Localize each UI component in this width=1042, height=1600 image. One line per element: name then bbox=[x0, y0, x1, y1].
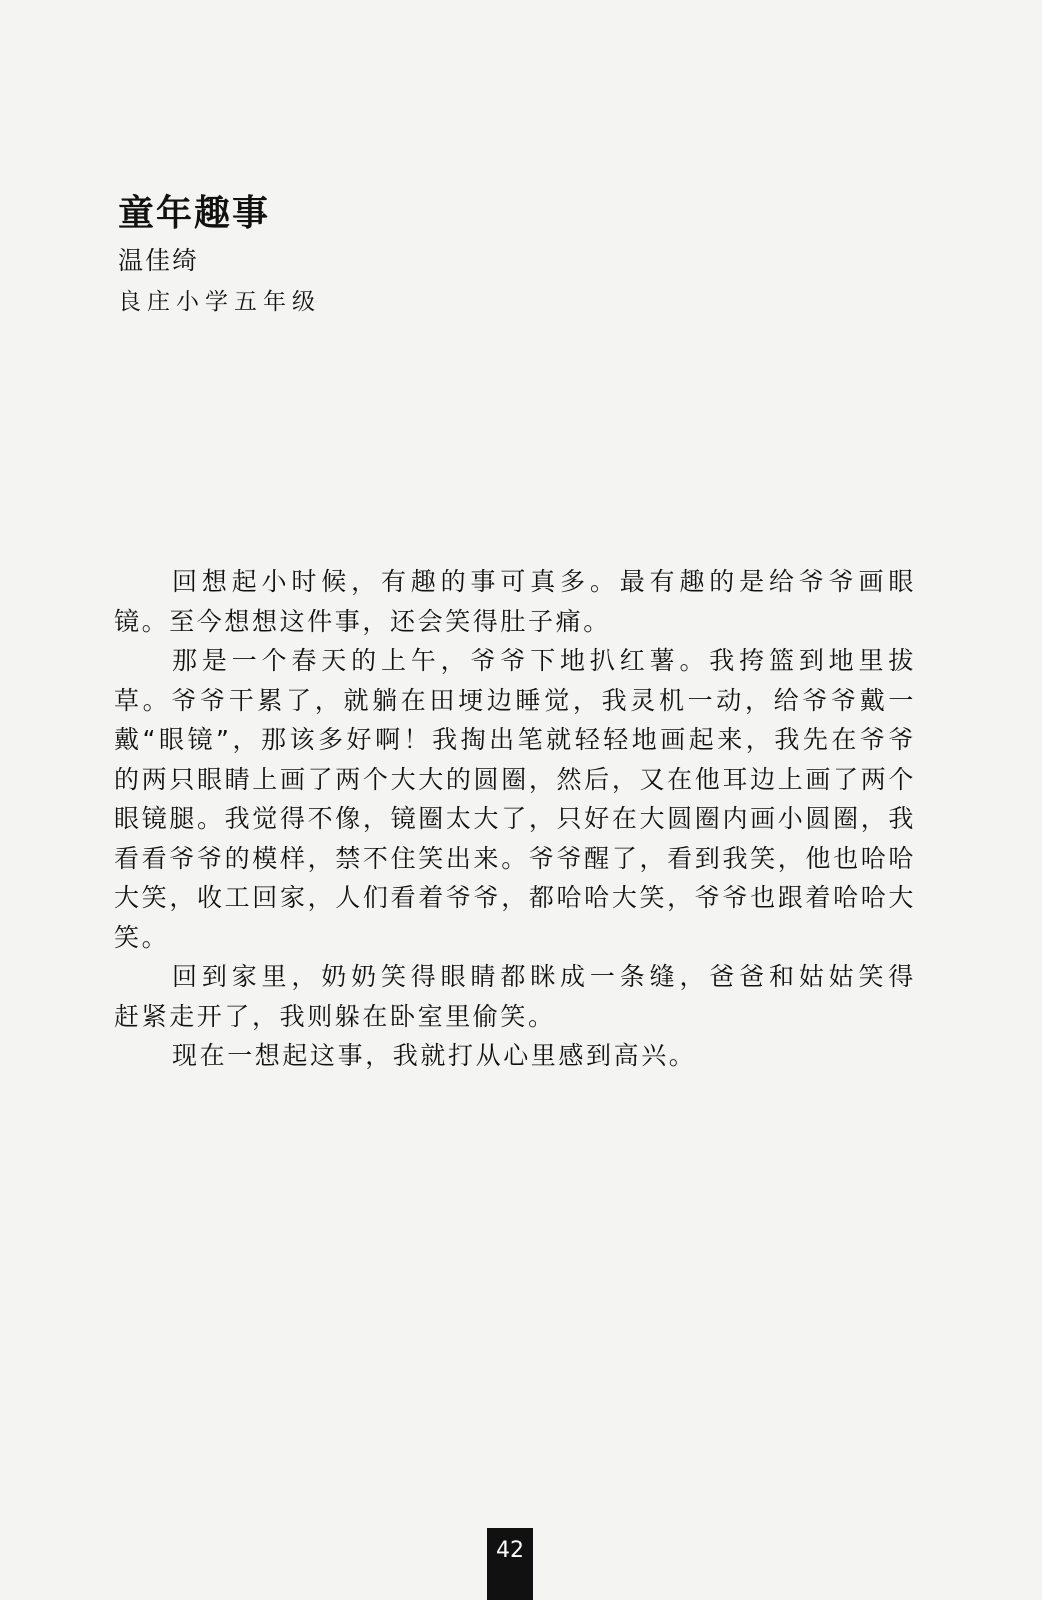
article-title: 童年趣事 bbox=[118, 193, 271, 234]
author-school: 良庄小学五年级 bbox=[118, 289, 321, 315]
paragraph: 回到家里，奶奶笑得眼睛都眯成一条缝，爸爸和姑姑笑得 赶紧走开了，我则躲在卧室里偷笑。 bbox=[114, 962, 944, 1031]
article-body bbox=[114, 562, 944, 1076]
paragraph: 回想起小时候，有趣的事可真多。最有趣的是给爷爷画眼镜。至今想想这件事，还会笑得肚子痛。 bbox=[114, 567, 916, 636]
page-number: 42 bbox=[487, 1528, 533, 1600]
author-name: 温佳绮 bbox=[118, 246, 200, 275]
paragraph: 现在一想起这事，我就打从心里感到高兴。 bbox=[172, 1041, 697, 1070]
paragraph: 那是一个春天的上午，爷爷下地扒红薯。我挎篮到地里拔草。爷爷干累了，就躺在田埂边睡觉，我灵机一动，给爷爷戴一戴“眼镜”，那该多好啊！我掏出笔就轻轻地画起来，我先在爷爷的两只眼睛上画了两个大大的圆圈，然后，又在他耳边上画了两个眼镜腿。我觉得不像，镜圈太大了，只好在大圆圈内画小圆圈，我看看爷爷的模样，禁不住笑出来。爷爷醒了，看到我笑，他也哈哈大笑，收工回家，人们看着爷爷，都哈哈大笑，爷爷也跟着哈哈大笑。 bbox=[114, 646, 916, 952]
